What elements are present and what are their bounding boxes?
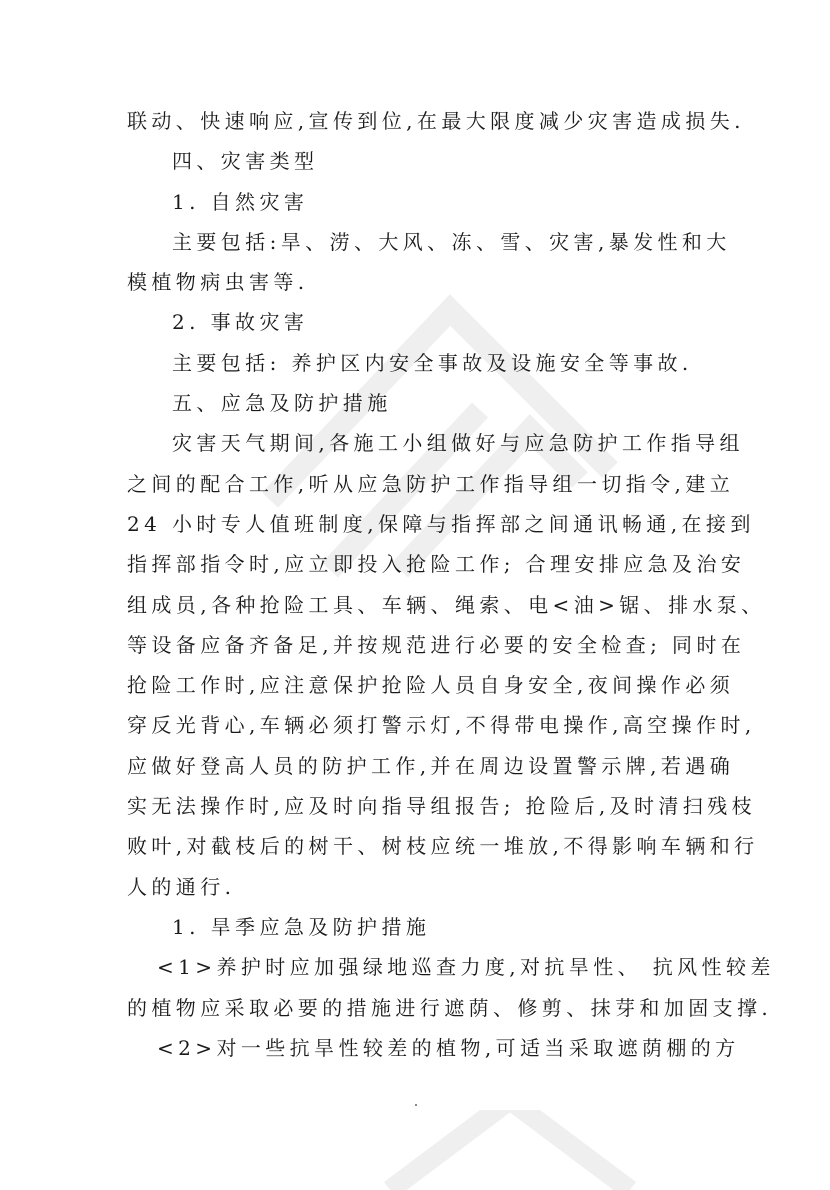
page-marker: [415, 1104, 417, 1106]
text-line: 主要包括: 养护区内安全事故及设施安全等事故.: [172, 350, 693, 375]
section-heading: 四、灾害类型: [172, 149, 319, 174]
text-line: 主要包括:旱、涝、大风、冻、雪、灾害,暴发性和大: [172, 229, 731, 254]
document-page: [127, 101, 775, 1068]
text-line: 24 小时专人值班制度,保障与指挥部之间通讯畅通,在接到: [127, 511, 755, 536]
section-heading: 五、应急及防护措施: [172, 391, 392, 416]
text-line: 人的通行.: [127, 874, 236, 899]
text-line: 穿反光背心,车辆必须打警示灯,不得带电操作,高空操作时,: [127, 713, 756, 738]
list-item: <2>对一些抗旱性较差的植物,可适当采取遮荫棚的方: [157, 1035, 740, 1060]
text-line: 灾害天气期间,各施工小组做好与应急防护工作指导组: [172, 431, 744, 456]
watermark-icon: [380, 1110, 680, 1190]
subsection-heading: 1. 旱季应急及防护措施: [172, 914, 431, 939]
text-line: 应做好登高人员的防护工作,并在周边设置警示牌,若遇确: [127, 753, 735, 778]
text-line: 组成员,各种抢险工具、车辆、绳索、电<油>锯、排水泵、: [127, 592, 766, 617]
subsection-heading: 1. 自然灾害: [172, 189, 309, 214]
text-line: 联动、快速响应,宣传到位,在最大限度减少灾害造成损失.: [127, 109, 745, 133]
text-line: 的植物应采取必要的措施进行遮荫、修剪、抹芽和加固支撑.: [127, 995, 773, 1020]
text-line: 等设备应备齐备足,并按规范进行必要的安全检查; 同时在: [127, 632, 746, 657]
text-line: 模植物病虫害等.: [127, 270, 309, 295]
text-line: 抢险工作时,应注意保护抢险人员自身安全,夜间操作必须: [127, 673, 735, 698]
text-line: 之间的配合工作,听从应急防护工作指导组一切指令,建立: [127, 471, 735, 496]
list-item: <1>养护时应加强绿地巡查力度,对抗旱性、 抗风性较差: [157, 955, 775, 980]
text-line: 实无法操作时,应及时向指导组报告; 抢险后,及时清扫残枝: [127, 794, 757, 819]
subsection-heading: 2. 事故灾害: [172, 310, 309, 335]
text-line: 指挥部指令时,应立即投入抢险工作; 合理安排应急及治安: [127, 552, 746, 577]
text-line: 败叶,对截枝后的树干、树枝应统一堆放,不得影响车辆和行: [127, 834, 759, 859]
